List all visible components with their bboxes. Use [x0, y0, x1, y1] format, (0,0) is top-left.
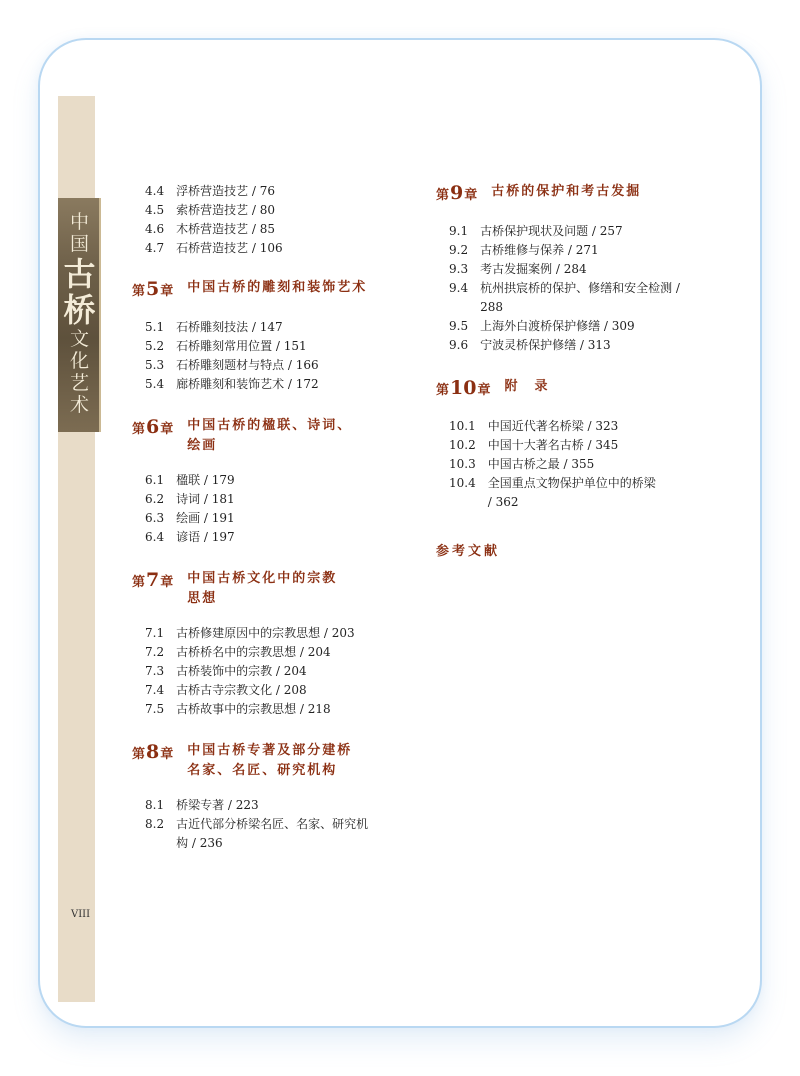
title-char-6: 化 [69, 350, 89, 373]
entry-title: 中国近代著名桥梁 / 323 [487, 419, 619, 433]
chapter-5-heading[interactable] [132, 278, 382, 303]
entry-title: 考古发掘案例 / 284 [480, 262, 587, 276]
chapter-5-items [132, 318, 382, 394]
page-frame [38, 38, 762, 1028]
toc-entry[interactable] [449, 336, 706, 355]
entry-title: 宁波灵桥保护修缮 / 313 [480, 338, 611, 352]
entry-title: 古桥古寺宗教文化 / 208 [176, 683, 307, 697]
entry-title: 木桥营造技艺 / 85 [176, 222, 276, 236]
entry-number: 9.3 [449, 262, 469, 276]
toc-entry[interactable] [145, 337, 382, 356]
entry-title: 谚语 / 197 [176, 530, 235, 544]
chapter-number: 第5章 [132, 278, 174, 300]
entry-title: 石桥雕刻题材与特点 / 166 [176, 358, 319, 372]
toc-entry[interactable] [449, 279, 706, 317]
entry-number: 6.2 [145, 492, 165, 506]
entry-number: 6.1 [145, 473, 165, 487]
chapter-title: 中国古桥文化中的宗教 思想 [187, 571, 338, 606]
chapter-8-items [132, 796, 382, 853]
toc-entry[interactable] [145, 643, 382, 662]
entry-number: 10.4 [449, 476, 476, 490]
toc-entry[interactable] [145, 490, 382, 509]
entry-title: 诗词 / 181 [176, 492, 235, 506]
entry-number: 7.1 [145, 626, 165, 640]
toc-entry[interactable] [145, 318, 382, 337]
chapter-title: 附 录 [504, 379, 550, 394]
chapter-number: 第7章 [132, 569, 174, 591]
entry-number: 4.6 [145, 222, 165, 236]
toc-entry[interactable] [449, 455, 706, 474]
entry-number: 4.7 [145, 241, 165, 255]
toc-entry[interactable] [145, 700, 382, 719]
entry-number: 6.3 [145, 511, 165, 525]
entry-number: 5.2 [145, 339, 165, 353]
entry-title: 索桥营造技艺 / 80 [176, 203, 276, 217]
toc-entry[interactable] [145, 375, 382, 394]
toc-entry[interactable] [145, 662, 382, 681]
chapter-7-items [132, 624, 382, 719]
entry-title: 楹联 / 179 [176, 473, 235, 487]
entry-number: 7.3 [145, 664, 165, 678]
toc-right-column [436, 182, 706, 562]
entry-title: 中国十大著名古桥 / 345 [487, 438, 619, 452]
entry-number: 8.1 [145, 798, 165, 812]
entry-title: 桥梁专著 / 223 [176, 798, 259, 812]
chapter-9-items [436, 222, 706, 355]
title-char-3: 古 [63, 254, 96, 293]
toc-entry[interactable] [449, 241, 706, 260]
entry-title: 古桥故事中的宗教思想 / 218 [176, 702, 331, 716]
toc-entry[interactable] [145, 528, 382, 547]
chapter-9-heading[interactable] [436, 182, 706, 207]
page-number: VIII [71, 909, 91, 920]
entry-number: 10.1 [449, 419, 476, 433]
entry-number: 6.4 [145, 530, 165, 544]
references-heading[interactable]: 参考文献 [436, 544, 501, 559]
entry-number: 9.6 [449, 338, 469, 352]
toc-entry[interactable] [449, 260, 706, 279]
entry-title: 全国重点文物保护单位中的桥梁 / 362 [487, 476, 656, 509]
entry-number: 9.1 [449, 224, 469, 238]
chapter-6-items [132, 471, 382, 547]
toc-entry[interactable] [145, 796, 382, 815]
chapter-6-heading[interactable] [132, 416, 382, 456]
entry-number: 5.3 [145, 358, 165, 372]
entry-number: 7.4 [145, 683, 165, 697]
chapter-number: 第8章 [132, 741, 174, 763]
toc-entry[interactable] [145, 681, 382, 700]
chapter-number: 第9章 [436, 182, 478, 204]
entry-title: 古桥维修与保养 / 271 [480, 243, 599, 257]
toc-left-column [132, 182, 382, 853]
entry-title: 杭州拱宸桥的保护、修缮和安全检测 / 288 [480, 281, 680, 314]
entry-title: 古桥保护现状及问题 / 257 [480, 224, 623, 238]
toc-entry[interactable] [145, 201, 382, 220]
entry-number: 9.4 [449, 281, 469, 295]
entry-number: 5.4 [145, 377, 165, 391]
toc-entry[interactable] [449, 474, 706, 512]
entry-number: 7.5 [145, 702, 165, 716]
chapter-8-heading[interactable] [132, 741, 382, 781]
toc-entry[interactable] [145, 471, 382, 490]
title-char-1: 中 [69, 211, 89, 233]
entry-title: 古桥桥名中的宗教思想 / 204 [176, 645, 331, 659]
title-char-7: 艺 [69, 371, 89, 394]
entry-title: 古桥修建原因中的宗教思想 / 203 [176, 626, 355, 640]
title-char-5: 文 [69, 328, 89, 351]
toc-entry[interactable] [449, 417, 706, 436]
chapter-4-items [132, 182, 382, 258]
book-title-panel [58, 198, 101, 432]
toc-entry[interactable] [449, 317, 706, 336]
entry-title: 浮桥营造技艺 / 76 [176, 184, 276, 198]
title-char-2: 国 [69, 232, 89, 255]
toc-entry[interactable] [145, 356, 382, 375]
entry-number: 10.2 [449, 438, 476, 452]
chapter-title: 中国古桥的楹联、诗词、 绘画 [187, 418, 353, 453]
title-char-4: 桥 [63, 291, 96, 330]
chapter-title: 中国古桥的雕刻和装饰艺术 [187, 280, 368, 295]
toc-entry[interactable] [145, 815, 382, 853]
entry-number: 9.5 [449, 319, 469, 333]
toc-entry[interactable] [449, 436, 706, 455]
toc-entry[interactable] [145, 182, 382, 201]
chapter-title: 古桥的保护和考古发掘 [491, 184, 642, 199]
entry-title: 廊桥雕刻和装饰艺术 / 172 [176, 377, 319, 391]
entry-title: 石桥雕刻技法 / 147 [176, 320, 283, 334]
chapter-10-items [436, 417, 706, 512]
entry-title: 石桥营造技艺 / 106 [176, 241, 283, 255]
entry-number: 4.5 [145, 203, 165, 217]
toc-entry[interactable] [145, 624, 382, 643]
title-char-8: 术 [69, 393, 89, 416]
chapter-number: 第6章 [132, 416, 174, 438]
entry-title: 绘画 / 191 [176, 511, 235, 525]
entry-title: 上海外白渡桥保护修缮 / 309 [480, 319, 635, 333]
entry-number: 4.4 [145, 184, 165, 198]
entry-number: 9.2 [449, 243, 469, 257]
chapter-10-heading[interactable] [436, 377, 706, 402]
entry-title: 石桥雕刻常用位置 / 151 [176, 339, 307, 353]
entry-number: 7.2 [145, 645, 165, 659]
entry-title: 古近代部分桥梁名匠、名家、研究机构 / 236 [176, 817, 369, 850]
entry-number: 10.3 [449, 457, 476, 471]
entry-number: 5.1 [145, 320, 165, 334]
toc-entry[interactable] [145, 509, 382, 528]
toc-entry[interactable] [449, 222, 706, 241]
entry-number: 8.2 [145, 817, 165, 831]
entry-title: 中国古桥之最 / 355 [487, 457, 595, 471]
chapter-title: 中国古桥专著及部分建桥 名家、名匠、研究机构 [187, 743, 353, 778]
toc-entry[interactable] [145, 239, 382, 258]
chapter-7-heading[interactable] [132, 569, 382, 609]
chapter-number: 第10章 [436, 377, 491, 399]
toc-entry[interactable] [145, 220, 382, 239]
entry-title: 古桥装饰中的宗教 / 204 [176, 664, 307, 678]
